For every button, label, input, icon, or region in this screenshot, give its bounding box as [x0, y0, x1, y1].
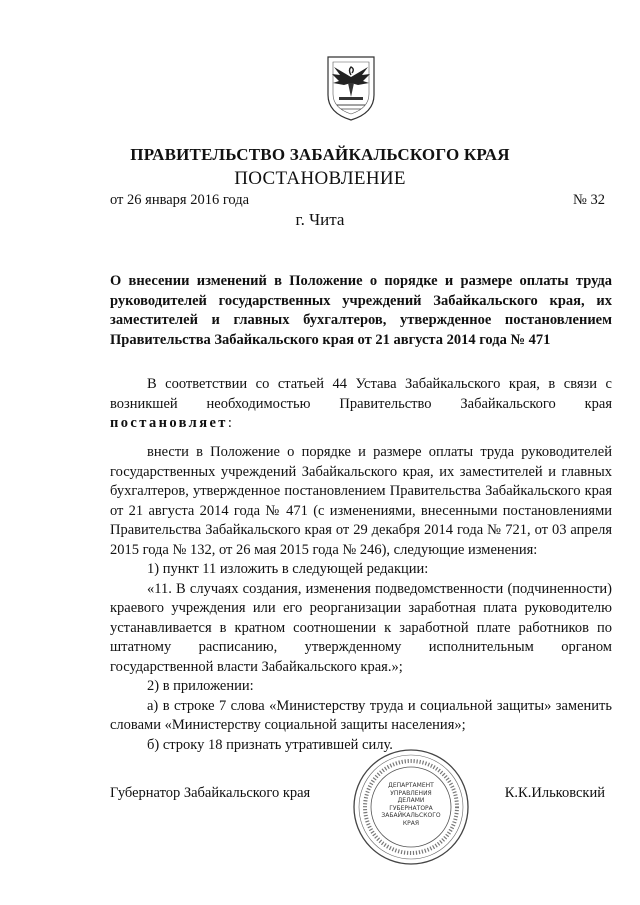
official-stamp [352, 748, 470, 866]
resolve-word: постановляет [110, 415, 228, 431]
document-city: г. Чита [295, 210, 345, 229]
signature-name: К.К.Ильковский [504, 785, 605, 801]
body-item-2a: а) в строке 7 слова «Министерству труда и социальной защиты» заменить словами «Министерству социальной защиты населения»; [110, 697, 612, 733]
document-subject: О внесении изменений в Положение о порядке и размере оплаты труда руководителей государственных учреждений Забайкальского края, их заместителей и главных бухгалтеров, утвержденное постановлением Правительства Забайкальского края от 21 августа 2014 года № 471 [110, 273, 612, 348]
signature-role: Губернатор Забайкальского края [110, 785, 311, 801]
document-number: № 32 [573, 192, 605, 208]
body-intro: внести в Положение о порядке и размере оплаты труда руководителей государственных учреждений Забайкальского края, их заместителей и главных бухгалтеров, утвержденное постановлением Правительства Забайкальского края от 21 августа 2014 года № 471 (с изменениями, внесенными постановлениями Правительства Забайкальского края от 29 декабря 2014 года № 721, от 03 апреля 2015 года № 132, от 26 мая 2015 года № 246), следующие изменения: [110, 444, 612, 558]
body-item-1-text: «11. В случаях создания, изменения подведомственности (подчиненности) краевого учреждения или его реорганизации заработная плата руководителю устанавливается в кратном соотношении к заработной плате работников по штатному расписанию, утвержденному исполнительным органом государственной власти Забайкальского края.»; [110, 580, 612, 675]
body-item-2b: б) строку 18 признать утратившей силу. [147, 736, 393, 753]
stamp-line: ДЕПАРТАМЕНТ [388, 782, 434, 789]
government-title: ПРАВИТЕЛЬСТВО ЗАБАЙКАЛЬСКОГО КРАЯ [130, 145, 510, 164]
body-item-2: 2) в приложении: [147, 678, 254, 694]
stamp-line: ГУБЕРНАТОРА [389, 804, 433, 812]
document-type: ПОСТАНОВЛЕНИЕ [234, 168, 406, 189]
coat-of-arms-emblem [322, 53, 380, 123]
stamp-line: ЗАБАЙКАЛЬСКОГО [381, 812, 441, 819]
document-date: от 26 января 2016 года [110, 192, 250, 208]
preamble [110, 375, 612, 434]
stamp-line: УПРАВЛЕНИЯ [390, 789, 432, 797]
body-item-1: 1) пункт 11 изложить в следующей редакции: [147, 561, 429, 577]
stamp-line: ДЕЛАМИ [397, 797, 425, 804]
stamp-text [378, 782, 444, 827]
document-body [110, 443, 612, 755]
preamble-text: В соответствии со статьей 44 Устава Забайкальского края, в связи с возникшей необходимостью Правительство Забайкальского края [110, 376, 612, 412]
resolve-suffix: : [227, 415, 232, 431]
stamp-line: КРАЯ [402, 819, 420, 827]
